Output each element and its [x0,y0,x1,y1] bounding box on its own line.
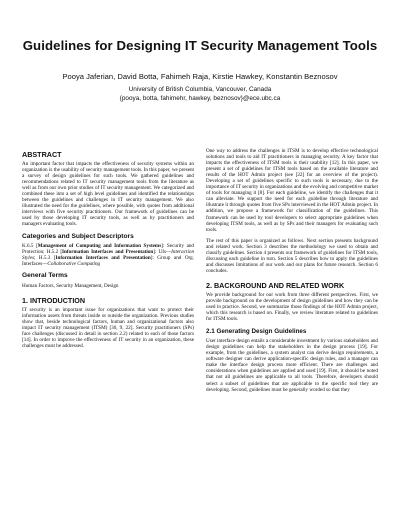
terms-heading: General Terms [22,272,68,280]
affiliation: University of British Columbia, Vancouver, Canada [128,86,272,93]
abstract-text: An important factor that impacts the effectiveness of security systems within an organization is the usability of security management tools. In this paper, we present a survey of design guidelines for such tools. We gathered guidelines and recommendations related to IT security management tools from the literature as well as from our own prior studies of IT security management. We categorized and combined these into a set of high level guidelines and identified the relationships between the guidelines and challenges in IT security management. We also illustrated the need for the guidelines, where possible, with quotes from additional interviews with five security practitioners. Our framework of guidelines can be used by those developing IT security tools, as well as by practitioners and managers evaluating tools. [22,161,194,228]
introduction-text: IT security is an important issue for organizations that want to protect their information assets from threats inside or outside the organization. Previous studies show that, beside technological factors, human and organizational factors also impact IT security management (ITSM) [30, 9, 22]. Security practitioners (SPs) face challenges (discussed in detail in section 2.2) related to each of those factors [14]. In order to improve the effectiveness of IT security in an organization, these challenges must be addressed. [22,306,194,350]
cat-text-4: ; H.5.3 [ [34,255,56,262]
cat-ital-1: Interaction Styles [22,249,195,262]
cat-bold-2: Information Interfaces and Presentation [62,249,154,256]
affiliation-block [20,86,380,103]
generating-guidelines-heading: 2.1 Generating Design Guidelines [206,328,307,336]
background-heading: 2. BACKGROUND AND RELATED WORK [206,280,345,290]
terms-text: Human Factors, Security Management, Design [22,282,119,289]
left-column [22,150,194,352]
categories-heading: Categories and Subject Descriptors [22,232,134,240]
generating-guidelines-text: User interface design entails a considerable investment by various stakeholders and design guidelines can help the stakeholders in the design process [19]. For example, from the guidelines, a system analyst can derive design requirements, a software designer can derive application-specific design rules, and a manager can make the interface design process more efficient. There are challenges and considerations when guidelines are applied and used [19]. First, it should be noted that not all guidelines are applicable to all tools. Therefore, developers should select a subset of guidelines that are applicable to the specific tool they are developing. Second, guidelines must be generally worded so that they [206,338,378,393]
cat-text-5: ]: Group and Org. Interfaces— [22,255,195,268]
cat-text-3: ]: UIs— [153,249,172,256]
paper-title: Guidelines for Designing IT Security Management Tools [22,38,378,53]
categories-text [22,243,194,267]
right-column [206,148,378,396]
author-list: Pooya Jaferian, David Botta, Fahimeh Raja, Kirstie Hawkey, Konstantin Beznosov [62,72,338,81]
email-list: {pooya, botta, fahimehr, hawkey, beznosov}@ece.ubc.ca [119,94,281,102]
background-text: We provide background for our work from three different perspectives. First, we provide background on the development of design guidelines and how they can be used in practice. Second, we summarize those findings of the HOT Admin project, which this research is based on. Finally, we review literature related to guidelines for ITSM tools. [206,291,378,323]
cat-bold-1: Management of Computing and Information Systems [37,243,162,250]
cat-ital-2: Collaborative Computing [47,261,101,268]
introduction-heading: 1. INTRODUCTION [22,295,86,305]
cat-text-1: K.6.5 [ [22,243,38,250]
abstract-heading: ABSTRACT [22,150,62,159]
cat-bold-3: Information Interfaces and Presentation [55,255,151,262]
intro-paragraph-2: One way to address the challenges in ITSM is to develop effective technological solutions and tools to aid IT practitioners in managing security. A key factor that impacts the effectiveness of ITSM tools is their usability [12]. In this paper, we present a set of guidelines for ITSM tools based on the available literature and results of the HOT Admin project (see [22] for an overview of the project). Developing a set of guidelines specific to such tools is necessary, due to the importance of IT security in organizations and the evolving and competitive market of tools for managing it [8]. For each guideline, we identify the challenges that it can alleviate. We support the need for each guideline through literature and illustrate it through quotes from five SPs interviewed in the HOT Admin project. In addition, we propose a framework for classification of the guidelines. This framework can be used by tool developers to select appropriate guidelines when developing ITSM tools, as well as by SPs and their managers for evaluating such tools. [206,148,378,233]
intro-paragraph-3: The rest of this paper is organized as follows. Next section presents background and related work. Section 3 describes the methodology we used to obtain and classify guidelines. Section 4 presents our framework of guidelines for ITSM tools, discussing each guideline in turn. Section 5 describes how to apply the guidelines and discusses limitations of our work and our plans for future research. Section 6 concludes. [206,237,378,274]
cat-text-2: ]: Security and Protection; H.5.2 [ [22,243,194,256]
